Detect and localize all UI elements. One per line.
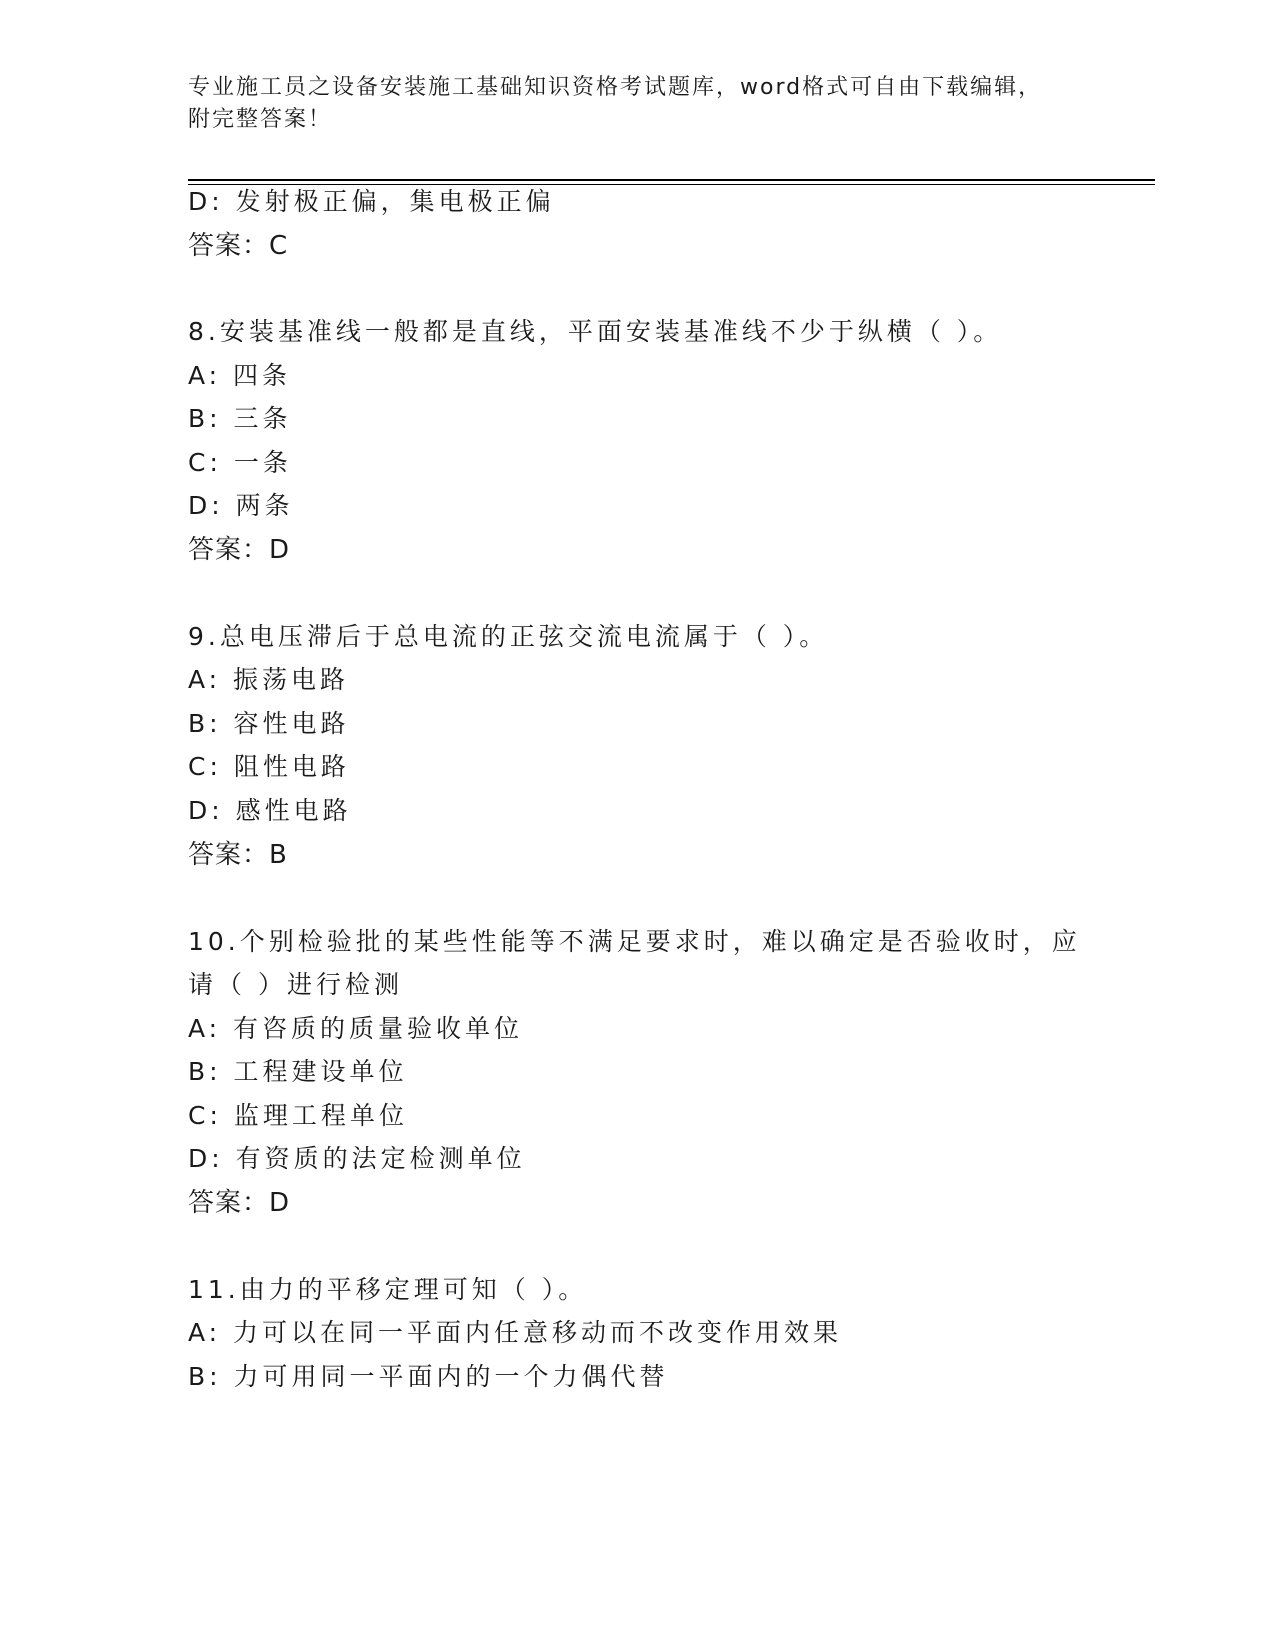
q11-stem: 11.由力的平移定理可知（ ）。 bbox=[188, 1275, 588, 1304]
q10-stem-line1: 10.个别检验批的某些性能等不满足要求时，难以确定是否验收时，应 bbox=[188, 927, 1081, 956]
q8-option-b: B: 三条 bbox=[188, 404, 292, 433]
q8-option-d: D: 两条 bbox=[188, 491, 294, 520]
q9-option-c: C: 阻性电路 bbox=[188, 752, 350, 781]
q8-option-c: C: 一条 bbox=[188, 448, 292, 477]
q8-option-a: A: 四条 bbox=[188, 361, 292, 390]
q10-option-b: B: 工程建设单位 bbox=[188, 1057, 408, 1086]
q8-stem: 8.安装基准线一般都是直线，平面安装基准线不少于纵横（ ）。 bbox=[188, 317, 1003, 346]
header-divider-thick bbox=[188, 179, 1155, 181]
q7-answer: 答案：C bbox=[188, 231, 289, 261]
q10-answer: 答案：D bbox=[188, 1188, 291, 1218]
q10-option-a: A: 有咨质的质量验收单位 bbox=[188, 1014, 524, 1043]
q8-answer: 答案：D bbox=[188, 535, 291, 565]
q9-stem: 9.总电压滞后于总电流的正弦交流电流属于（ ）。 bbox=[188, 622, 829, 651]
q10-option-c: C: 监理工程单位 bbox=[188, 1101, 408, 1130]
q7-option-d: D: 发射极正偏，集电极正偏 bbox=[188, 187, 555, 216]
q9-option-d: D: 感性电路 bbox=[188, 796, 352, 825]
q10-option-d: D: 有资质的法定检测单位 bbox=[188, 1144, 526, 1173]
header-divider-thin bbox=[188, 184, 1155, 185]
q10-stem-line2: 请（ ）进行检测 bbox=[188, 970, 403, 999]
q11-option-a: A: 力可以在同一平面内任意移动而不改变作用效果 bbox=[188, 1318, 843, 1347]
q11-option-b: B: 力可用同一平面内的一个力偶代替 bbox=[188, 1362, 669, 1391]
q9-option-b: B: 容性电路 bbox=[188, 709, 350, 738]
q9-option-a: A: 振荡电路 bbox=[188, 665, 350, 694]
q9-answer: 答案：B bbox=[188, 840, 288, 870]
document-header: 专业施工员之设备安装施工基础知识资格考试题库，word格式可自由下载编辑， 附完整答案！ bbox=[188, 75, 1043, 132]
